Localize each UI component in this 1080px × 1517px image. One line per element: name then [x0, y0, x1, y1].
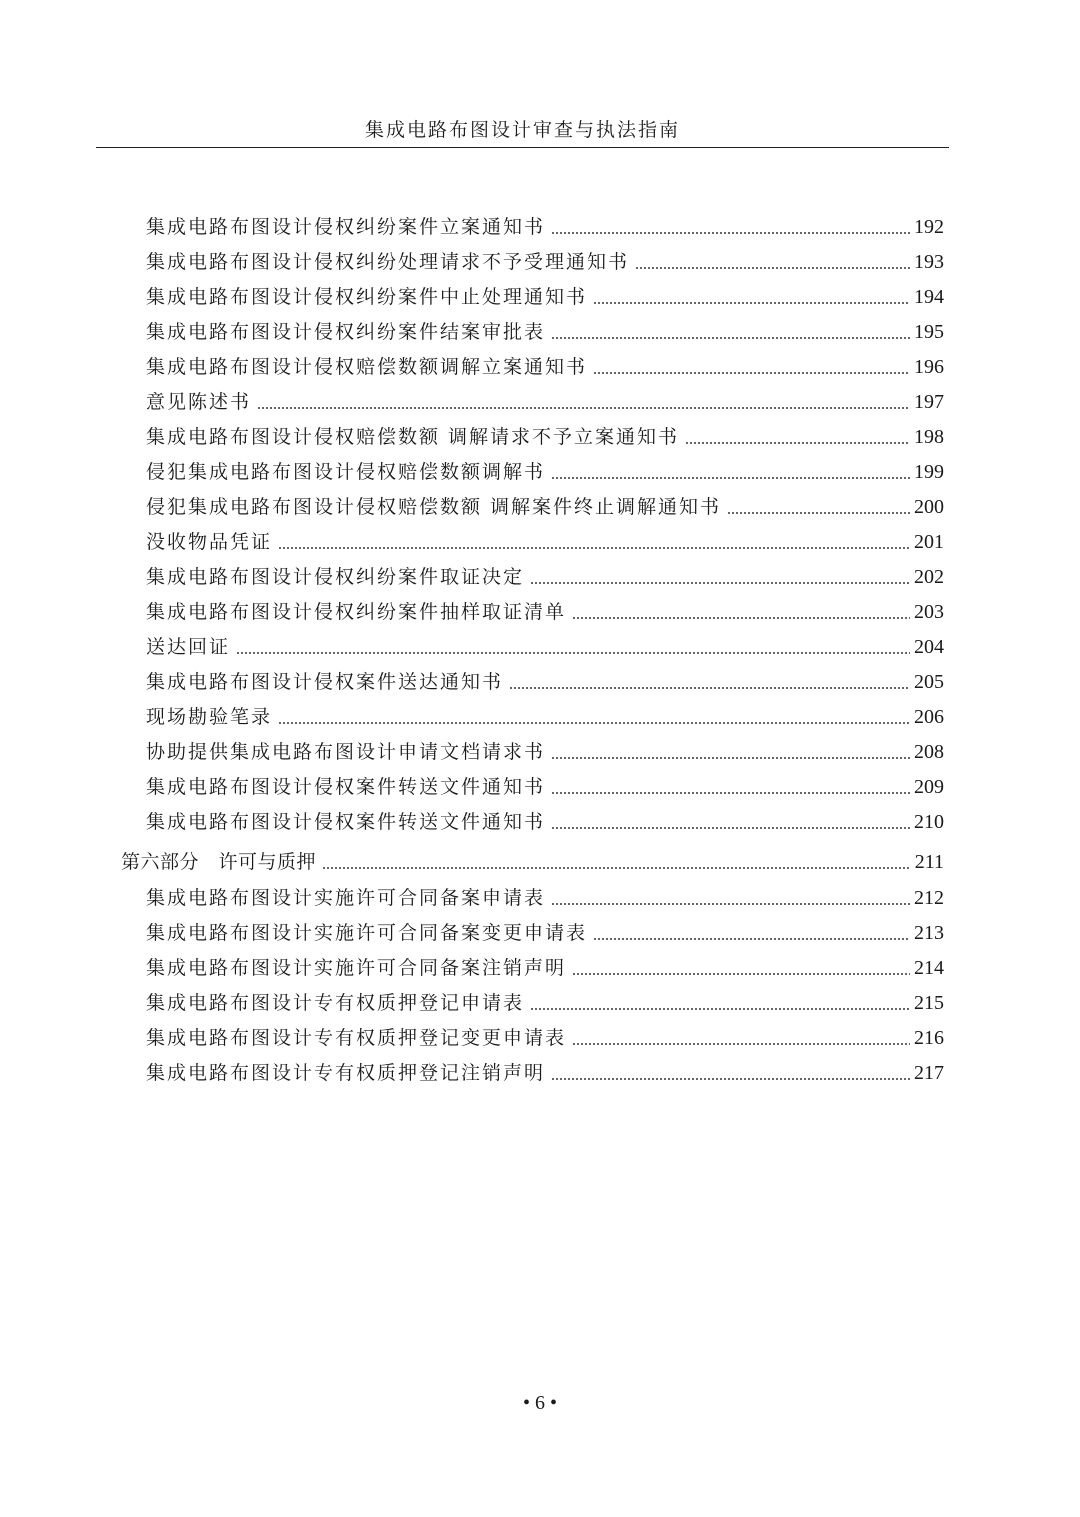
toc-entry — [146, 988, 944, 1016]
dot-leader — [593, 302, 910, 304]
toc-entry-label: 意见陈述书 — [146, 391, 252, 413]
toc-entry — [146, 422, 944, 450]
toc-entry-page-number: 210 — [914, 811, 944, 833]
dot-leader — [593, 372, 910, 374]
toc-entry-page-number: 204 — [914, 636, 944, 658]
toc-entry-page-number: 211 — [914, 851, 944, 873]
toc-entry-page-number: 205 — [914, 671, 944, 693]
dot-leader — [572, 617, 910, 619]
toc-entry-page-number: 197 — [914, 391, 944, 413]
toc-entry — [146, 562, 944, 590]
toc-entry — [146, 1023, 944, 1051]
dot-leader — [635, 267, 910, 269]
page-number: • 6 • — [522, 1392, 557, 1414]
toc-entry — [146, 1058, 944, 1086]
dot-leader — [551, 1078, 910, 1080]
toc-entry-page-number: 192 — [914, 216, 944, 238]
dot-leader — [236, 652, 910, 654]
dot-leader — [509, 687, 910, 689]
dot-leader — [322, 867, 911, 869]
toc-entry-page-number: 209 — [914, 776, 944, 798]
toc-entry — [146, 953, 944, 981]
toc-entry-label: 送达回证 — [146, 636, 231, 658]
running-header-title: 集成电路布图设计审查与执法指南 — [364, 119, 680, 141]
toc-entry — [146, 352, 944, 380]
dot-leader — [257, 407, 910, 409]
toc-entry — [146, 632, 944, 660]
toc-entry-label: 集成电路布图设计侵权纠纷处理请求不予受理通知书 — [146, 251, 630, 273]
toc-entry-label: 集成电路布图设计实施许可合同备案变更申请表 — [146, 922, 588, 944]
toc-entry — [146, 918, 944, 946]
toc-entry-page-number: 196 — [914, 356, 944, 378]
toc-entry-page-number: 195 — [914, 321, 944, 343]
toc-entry-label: 集成电路布图设计实施许可合同备案注销声明 — [146, 957, 567, 979]
toc-entry — [146, 883, 944, 911]
toc-entry-label: 没收物品凭证 — [146, 531, 273, 553]
toc-entry-label: 集成电路布图设计实施许可合同备案申请表 — [146, 887, 546, 909]
toc-entry — [146, 527, 944, 555]
toc-entry — [146, 737, 944, 765]
toc-entry-page-number: 213 — [914, 922, 944, 944]
dot-leader — [551, 827, 910, 829]
toc-entry-page-number: 201 — [914, 531, 944, 553]
toc-entry-page-number: 208 — [914, 741, 944, 763]
dot-leader — [551, 903, 910, 905]
dot-leader — [530, 582, 910, 584]
toc-entry-page-number: 214 — [914, 957, 944, 979]
toc-entry-page-number: 217 — [914, 1062, 944, 1084]
toc-entry-label: 集成电路布图设计专有权质押登记注销声明 — [146, 1062, 546, 1084]
toc-entry-label: 集成电路布图设计侵权案件送达通知书 — [146, 671, 504, 693]
toc-entry-page-number: 200 — [914, 496, 944, 518]
toc-entry-page-number: 198 — [914, 426, 944, 448]
dot-leader — [572, 1043, 910, 1045]
dot-leader — [572, 973, 910, 975]
toc-entry-page-number: 216 — [914, 1027, 944, 1049]
toc-entry — [146, 212, 944, 240]
toc-entry-page-number: 215 — [914, 992, 944, 1014]
toc-entry-label: 集成电路布图设计侵权赔偿数额 调解请求不予立案通知书 — [146, 426, 680, 448]
toc-entry-label: 侵犯集成电路布图设计侵权赔偿数额调解书 — [146, 461, 546, 483]
toc-entry-label: 集成电路布图设计侵权纠纷案件抽样取证清单 — [146, 601, 567, 623]
dot-leader — [278, 547, 910, 549]
toc-entry-page-number: 203 — [914, 601, 944, 623]
toc-entry-page-number: 193 — [914, 251, 944, 273]
toc-entry-label: 现场勘验笔录 — [146, 706, 273, 728]
toc-entry-label: 集成电路布图设计侵权赔偿数额调解立案通知书 — [146, 356, 588, 378]
toc-entry-label: 集成电路布图设计侵权纠纷案件中止处理通知书 — [146, 286, 588, 308]
toc-entry-label: 集成电路布图设计专有权质押登记变更申请表 — [146, 1027, 567, 1049]
toc-entry-label: 集成电路布图设计侵权纠纷案件立案通知书 — [146, 216, 546, 238]
toc-entry-label: 集成电路布图设计专有权质押登记申请表 — [146, 992, 525, 1014]
toc-entry — [146, 282, 944, 310]
dot-leader — [685, 442, 910, 444]
toc-entry — [146, 457, 944, 485]
toc-entry-label: 集成电路布图设计侵权案件转送文件通知书 — [146, 776, 546, 798]
toc-entry-page-number: 194 — [914, 286, 944, 308]
dot-leader — [551, 337, 910, 339]
toc-entry-label: 第六部分 许可与质押 — [121, 851, 317, 873]
dot-leader — [551, 477, 910, 479]
toc-entry-label: 侵犯集成电路布图设计侵权赔偿数额 调解案件终止调解通知书 — [146, 496, 722, 518]
toc-entry — [146, 247, 944, 275]
dot-leader — [593, 938, 910, 940]
dot-leader — [551, 792, 910, 794]
toc-entry-label: 协助提供集成电路布图设计申请文档请求书 — [146, 741, 546, 763]
dot-leader — [278, 722, 910, 724]
dot-leader — [551, 757, 910, 759]
toc-entry — [146, 597, 944, 625]
dot-leader — [727, 512, 910, 514]
toc-entry-label: 集成电路布图设计侵权纠纷案件结案审批表 — [146, 321, 546, 343]
toc-entry — [146, 807, 944, 835]
toc-entry — [146, 667, 944, 695]
toc-entry-page-number: 206 — [914, 706, 944, 728]
toc-entry — [146, 492, 944, 520]
toc-entry-label: 集成电路布图设计侵权纠纷案件取证决定 — [146, 566, 525, 588]
toc-entry-page-number: 202 — [914, 566, 944, 588]
toc-entry — [146, 387, 944, 415]
toc-entry — [146, 702, 944, 730]
toc-entry — [146, 772, 944, 800]
toc-entry — [146, 317, 944, 345]
toc-entry-label: 集成电路布图设计侵权案件转送文件通知书 — [146, 811, 546, 833]
toc-entry-page-number: 212 — [914, 887, 944, 909]
toc-part-heading — [121, 847, 944, 875]
dot-leader — [530, 1008, 910, 1010]
dot-leader — [551, 232, 910, 234]
toc-entry-page-number: 199 — [914, 461, 944, 483]
